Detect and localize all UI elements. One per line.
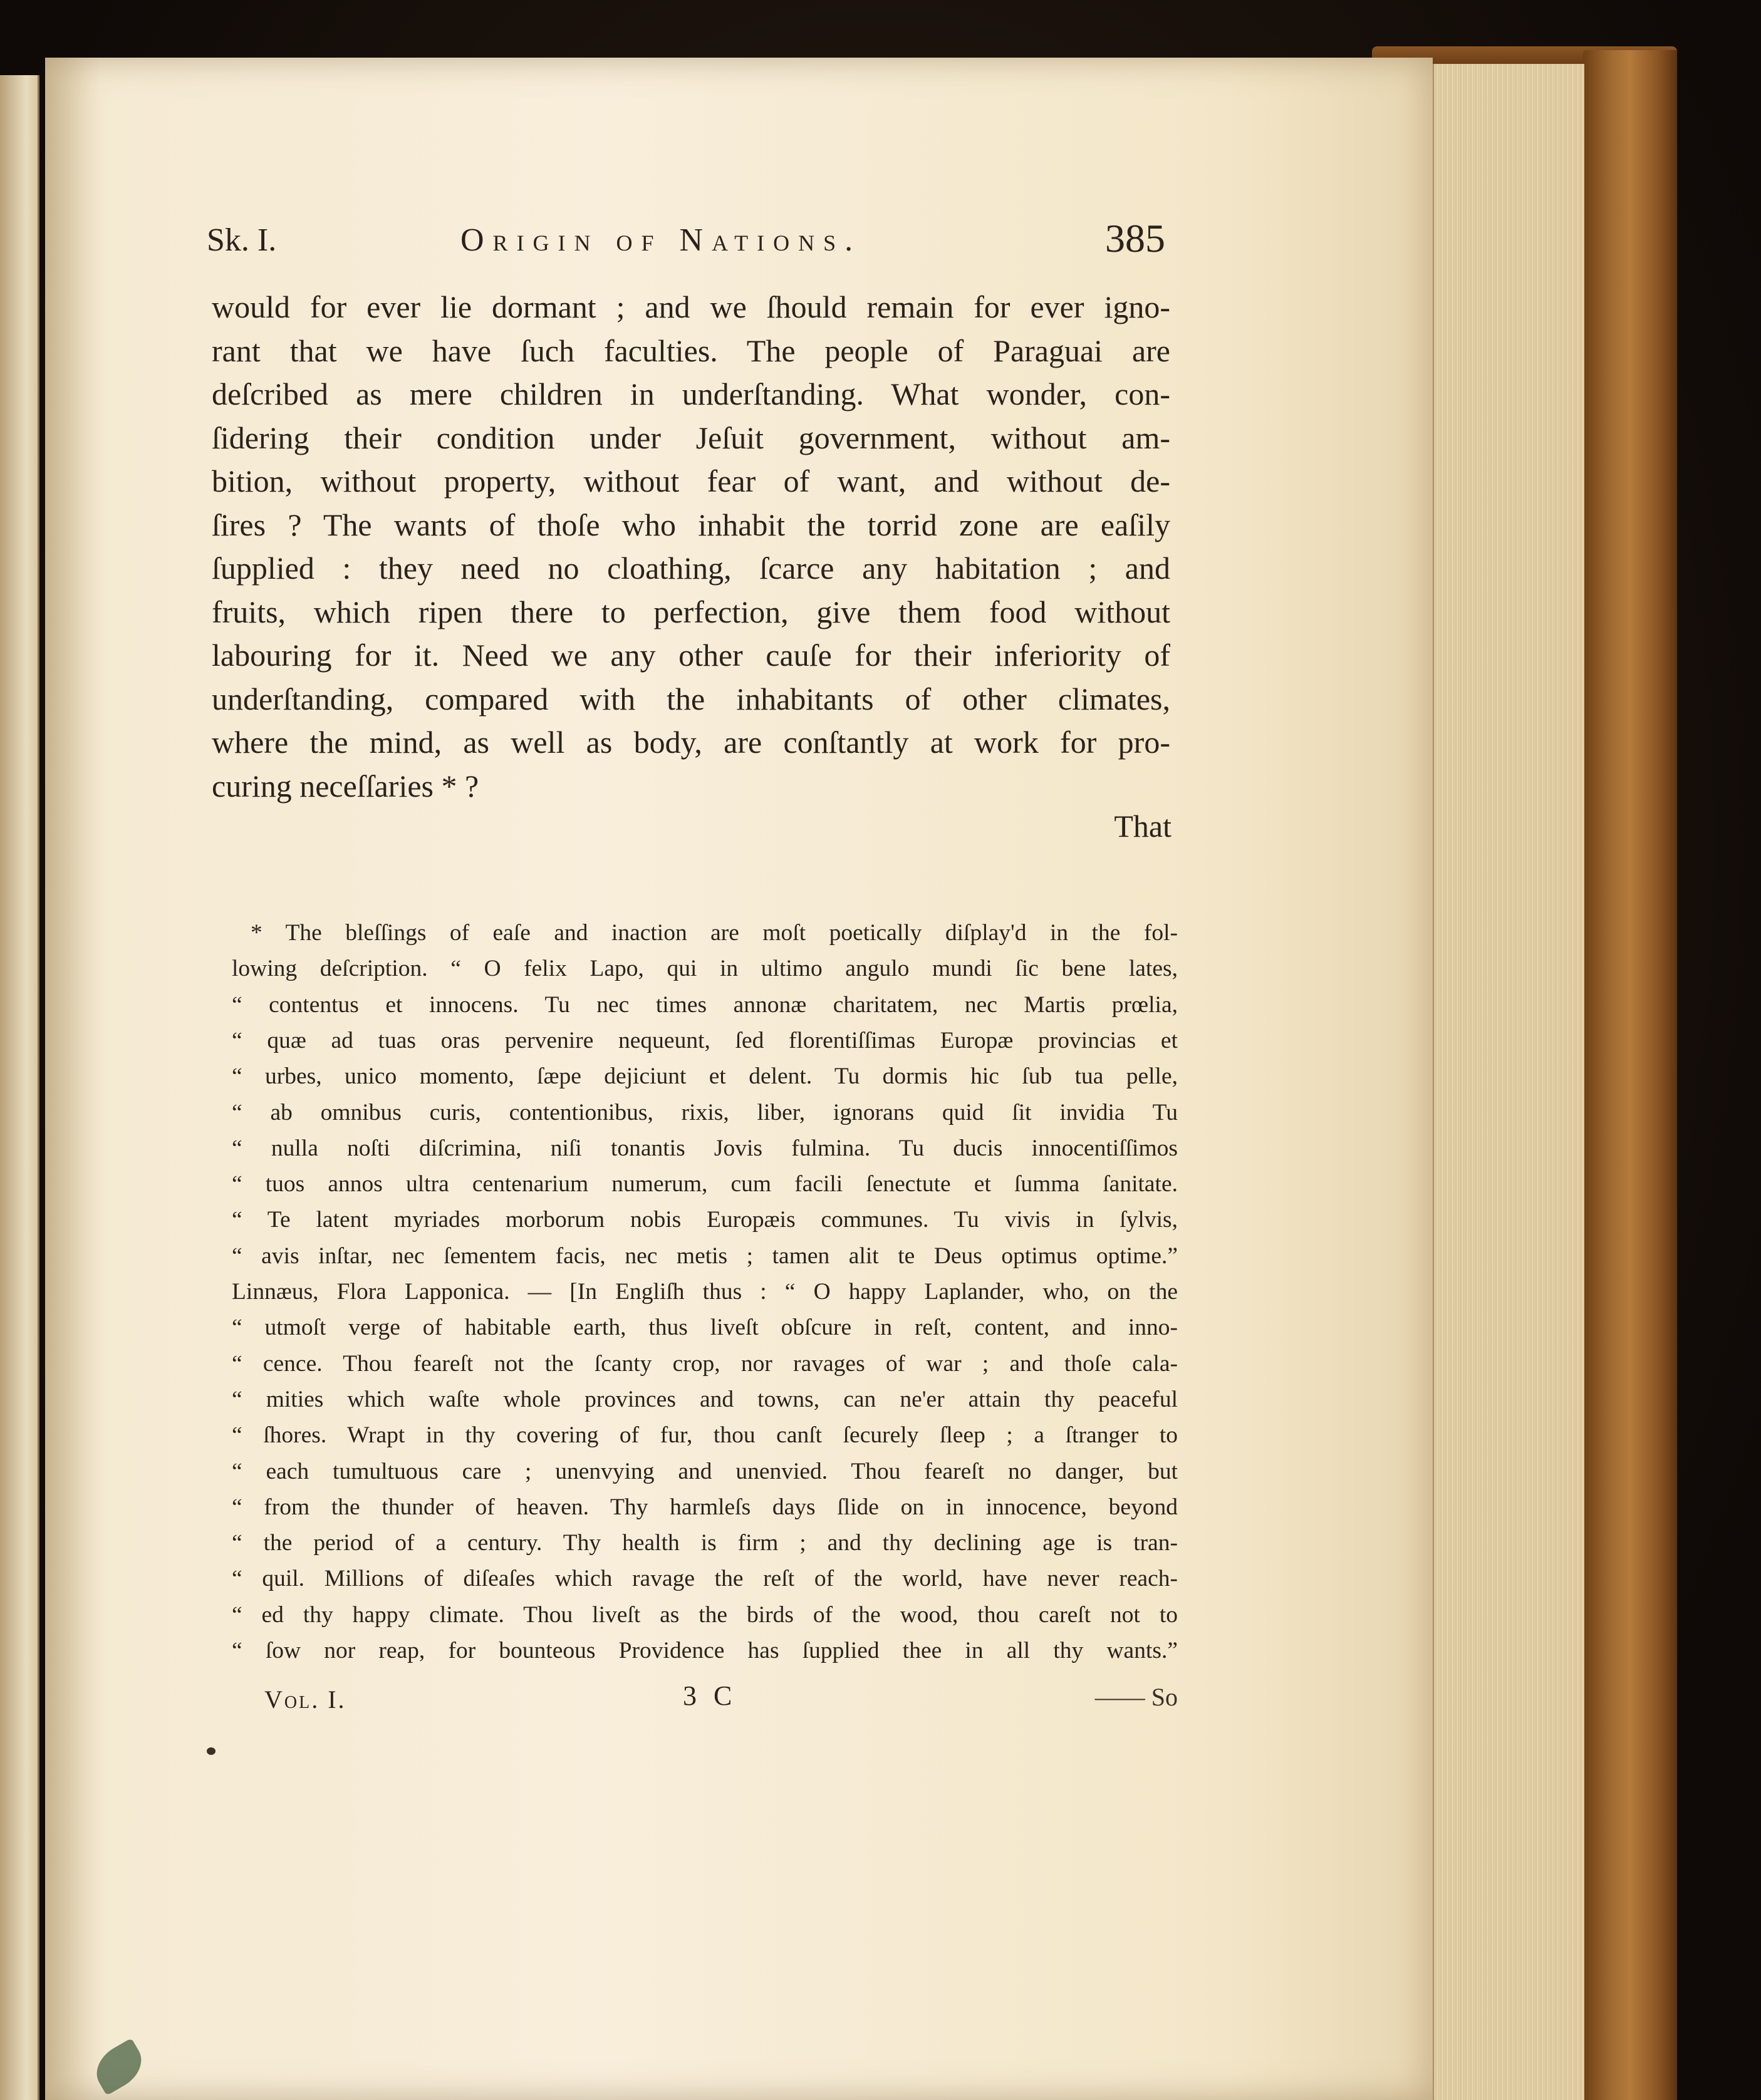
leather-cover xyxy=(1583,50,1677,2100)
running-head xyxy=(207,213,1171,263)
footnote-line: “ contentus et innocens. Tu nec times annonæ charitatem, nec Martis prœlia, xyxy=(232,991,1178,1018)
footnote-line: “ Te latent myriades morborum nobis Europæis communes. Tu vivis in ſylvis, xyxy=(232,1207,1178,1233)
footnote-line: “ quil. Millions of diſeaſes which ravage the reſt of the world, have never reach- xyxy=(232,1566,1178,1592)
footnote-line: “ ſow nor reap, for bounteous Providence has ſupplied thee in all thy wants.” xyxy=(232,1638,1178,1663)
body-line: ſupplied : they need no cloathing, ſcarce any habitation ; and xyxy=(212,551,1170,586)
body-line: would for ever lie dormant ; and we ſhould remain for ever igno- xyxy=(212,289,1170,324)
body-line: bition, without property, without fear of want, and without de- xyxy=(212,463,1170,499)
body-line: ſidering their condition under Jeſuit government, without am- xyxy=(212,420,1170,455)
footnote-line: “ cence. Thou feareſt not the ſcanty crop, nor ravages of war ; and thoſe cala- xyxy=(232,1350,1178,1377)
footnote-line: “ the period of a century. Thy health is firm ; and thy declining age is tran- xyxy=(232,1530,1178,1556)
footnote-line: * The bleſſings of eaſe and inaction are moſt poetically diſplay'd in the fol- xyxy=(251,920,1178,946)
catch-word: That xyxy=(1114,809,1171,844)
footnote-line: “ tuos annos ultra centenarium numerum, cum facili ſenectute et ſumma ſanitate. xyxy=(232,1171,1178,1197)
volume-label: Vol. I. xyxy=(264,1685,346,1714)
footnote-line: Linnæus, Flora Lapponica. — [In Engliſh thus : “ O happy Laplander, who, on the xyxy=(232,1279,1178,1305)
footnote-line: “ quæ ad tuas oras pervenire nequeunt, ſed florentiſſimas Europæ provincias et xyxy=(232,1027,1178,1053)
footnote-line: “ ab omnibus curis, contentionibus, rixis, liber, ignorans quid ſit invidia Tu xyxy=(232,1099,1178,1125)
body-line: rant that we have ſuch faculties. The people of Paraguai are xyxy=(212,333,1170,368)
body-line: labouring for it. Need we any other cauſe for their inferiority of xyxy=(212,638,1170,673)
page-block-edges xyxy=(1433,64,1584,2100)
body-line: curing neceſſaries * ? xyxy=(212,768,479,804)
body-line: deſcribed as mere children in underſtanding. What wonder, con- xyxy=(212,376,1170,411)
footnote-line: “ ed thy happy climate. Thou liveſt as the birds of the wood, thou careſt not to xyxy=(232,1601,1178,1628)
footnote-line: “ nulla noſti diſcrimina, niſi tonantis Jovis fulmina. Tu ducis innocentiſſimos xyxy=(232,1135,1178,1161)
footnote-line: lowing deſcription. “ O felix Lapo, qui in ultimo angulo mundi ſic bene lates, xyxy=(232,956,1178,982)
section-label: Sk. I. xyxy=(207,222,277,258)
footnote-line: “ from the thunder of heaven. Thy harmleſs days ſlide on in innocence, beyond xyxy=(232,1494,1178,1520)
body-line: underſtanding, compared with the inhabitants of other climates, xyxy=(212,681,1170,716)
footnote-line: “ mities which waſte whole provinces and towns, can ne'er attain thy peaceful xyxy=(232,1386,1178,1412)
footnote-line: “ urbes, unico momento, ſæpe dejiciunt et delent. Tu dormis hic ſub tua pelle, xyxy=(232,1063,1178,1090)
body-line: where the mind, as well as body, are conſtantly at work for pro- xyxy=(212,725,1170,760)
footnote-line: “ utmoſt verge of habitable earth, thus liveſt obſcure in reſt, content, and inno- xyxy=(232,1315,1178,1341)
body-line: ſires ? The wants of thoſe who inhabit the torrid zone are eaſily xyxy=(212,507,1170,542)
facing-page-edge xyxy=(0,75,39,2100)
page-number: 385 xyxy=(1105,216,1165,261)
signature-mark: 3 C xyxy=(683,1680,737,1711)
footnote-line: “ ſhores. Wrapt in thy covering of fur, thou canſt ſecurely ſleep ; a ſtranger to xyxy=(232,1422,1178,1449)
ink-spot xyxy=(207,1747,216,1755)
footer-catch-word: —— So xyxy=(1094,1683,1178,1711)
body-line: fruits, which ripen there to perfection, give them food without xyxy=(212,594,1170,629)
footnote-line: “ each tumultuous care ; unenvying and unenvied. Thou feareſt no danger, but xyxy=(232,1458,1178,1484)
running-title: Origin of Nations. xyxy=(460,222,862,258)
footnote-line: “ avis inſtar, nec ſementem facis, nec metis ; tamen alit te Deus optimus optime.” xyxy=(232,1243,1178,1269)
